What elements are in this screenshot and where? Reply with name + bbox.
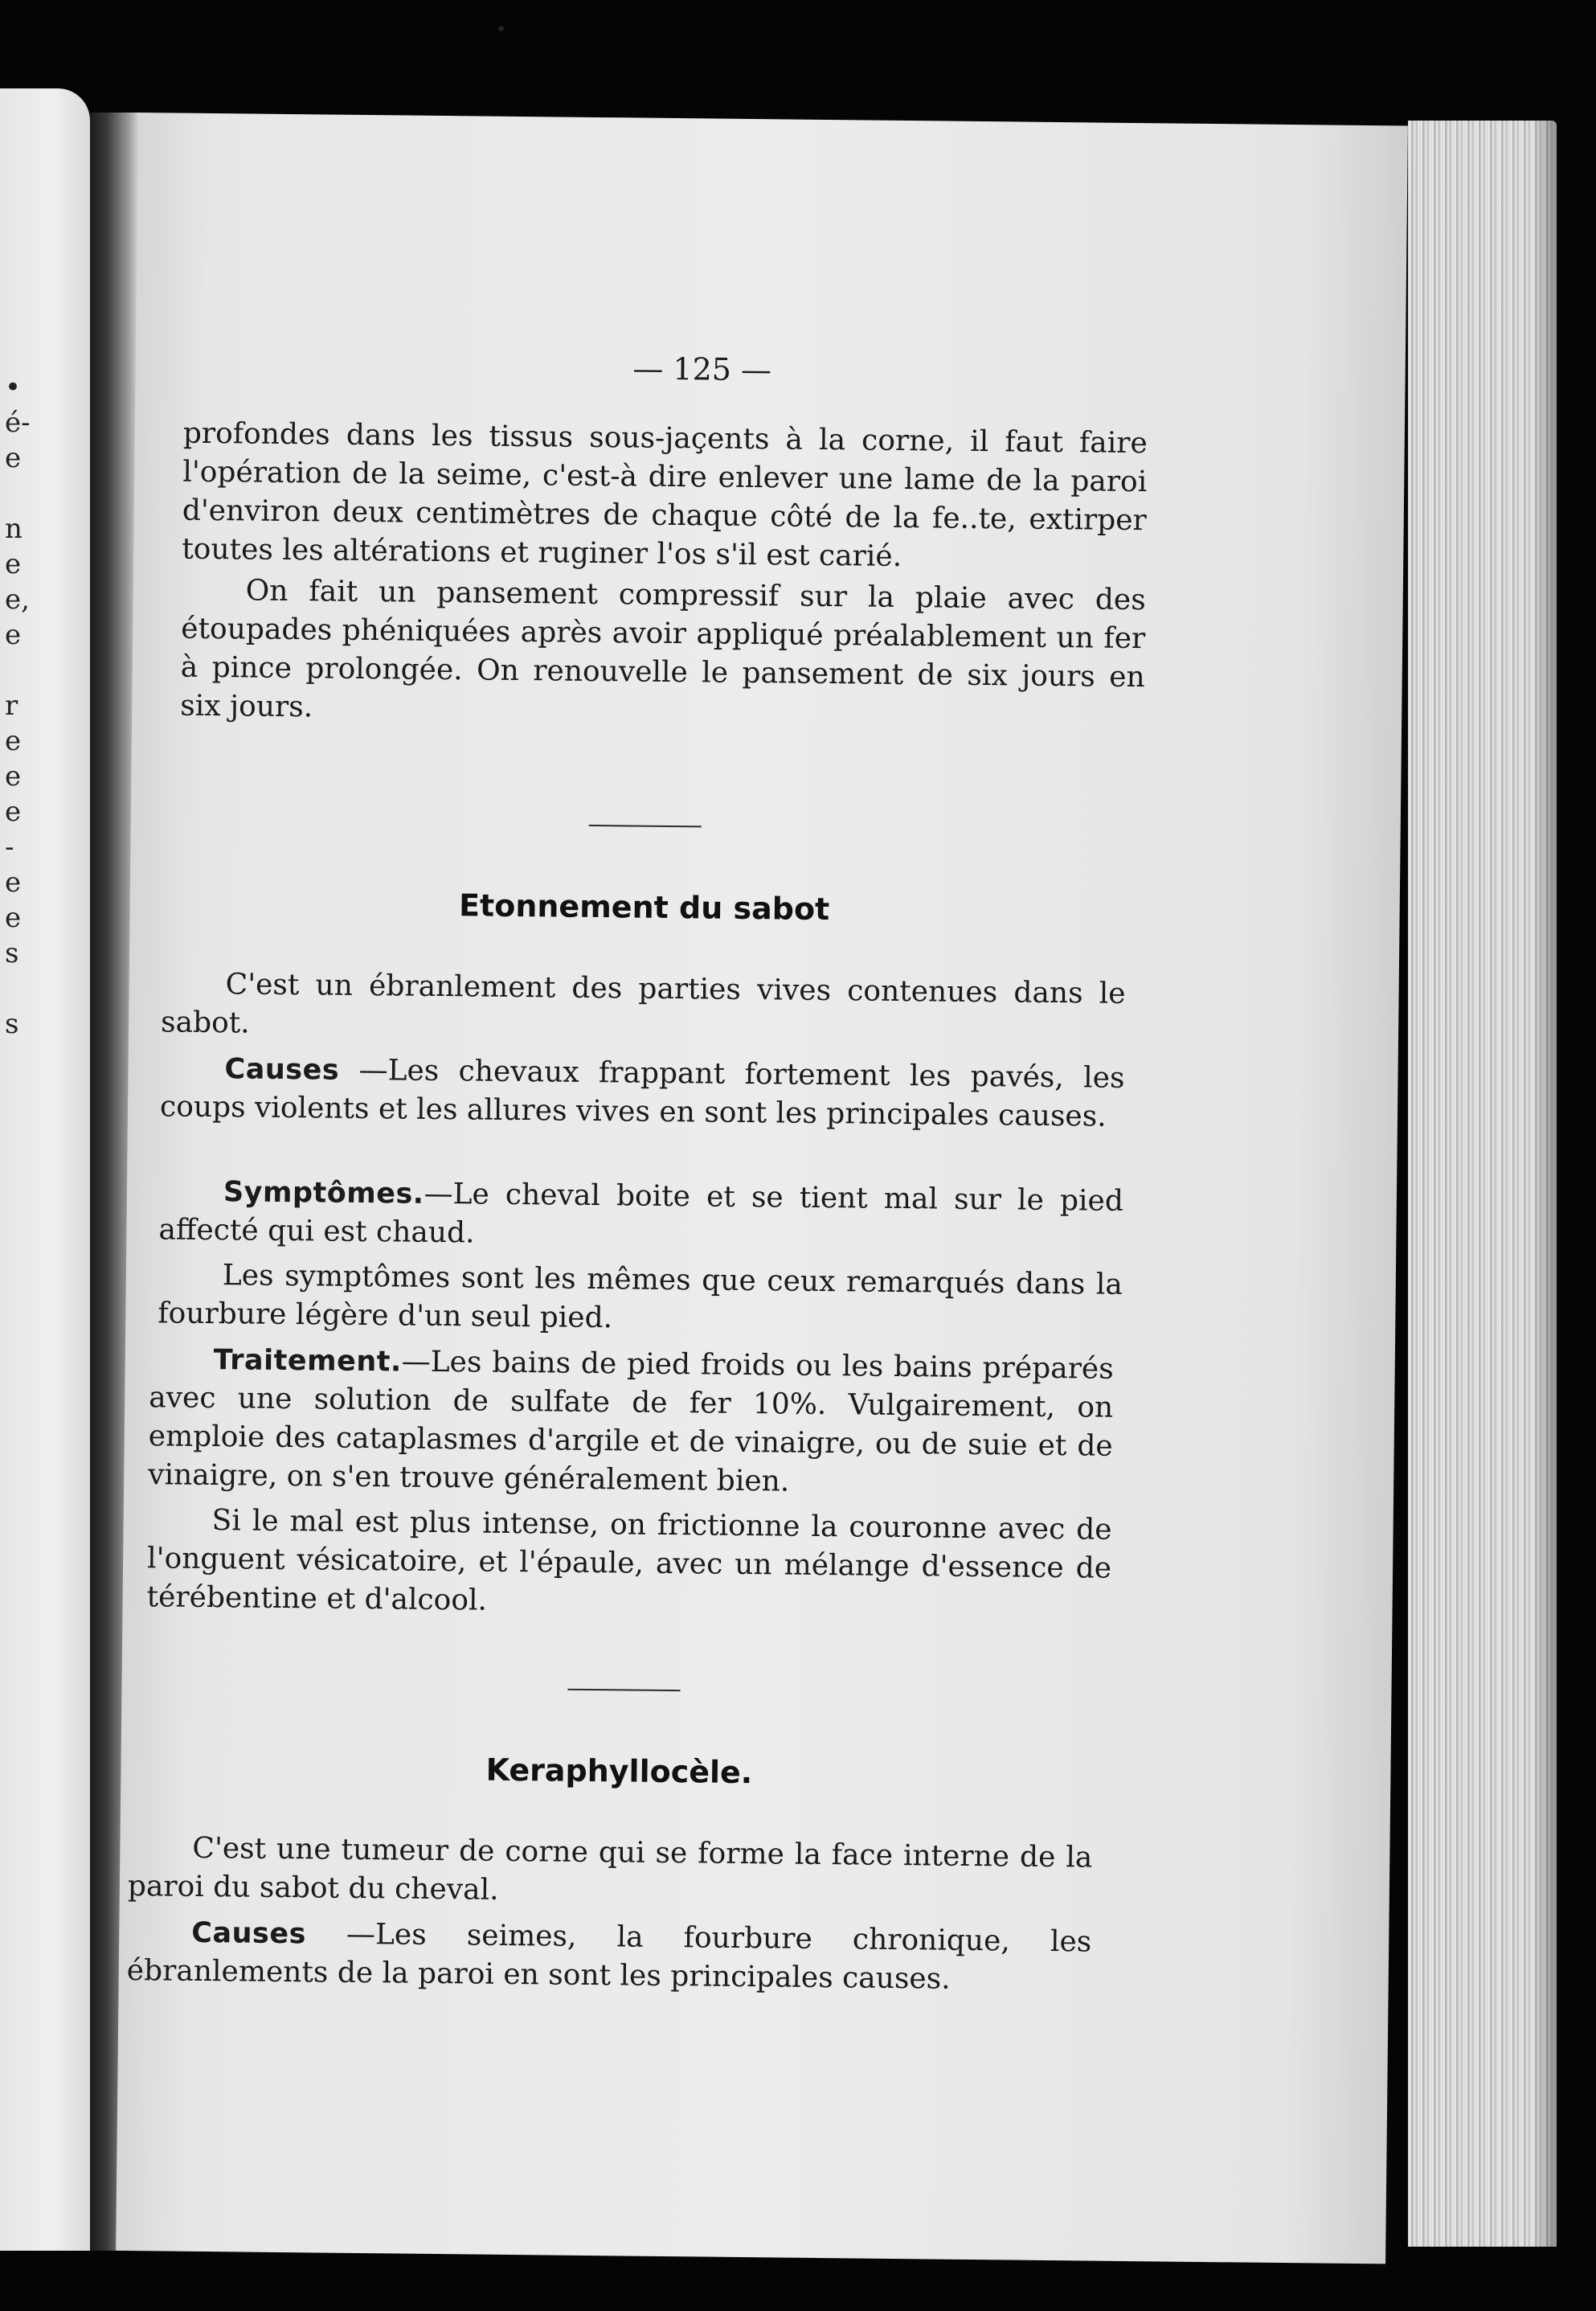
section-title-etonnement: Etonnement du sabot [458,887,830,928]
left-fragment: e [5,442,22,474]
paragraph-lead: Causes [191,1916,307,1951]
left-fragment: s [5,937,19,969]
paragraph-body: C'est un ébranlement des parties vives contenues dans le sabot. [160,968,1126,1040]
left-fragment: é- [5,407,31,439]
left-page-text-fragments [5,370,37,1042]
section-divider [589,825,702,827]
left-fragment: e [5,760,22,793]
scan-speck [498,26,504,31]
left-fragment: e [5,548,22,580]
left-fragment [5,971,37,1006]
paragraph-symptomes-suite [158,1256,1123,1343]
paragraph-body: —Les seimes, la fourbure chronique, les ébranlements de la paroi en sont les principales causes. [126,1917,1092,1996]
paragraph-body: Les symptômes sont les mêmes que ceux remarqués dans la fourbure légère d'un seul pied. [158,1259,1123,1335]
left-fragment: • [5,371,22,404]
left-fragment: s [5,1008,19,1040]
paragraph-body: C'est une tumeur de corne qui se forme la face interne de la paroi du sabot du cheval. [127,1831,1093,1907]
paragraph-definition [128,1829,1093,1916]
paragraph-causes [160,1049,1125,1137]
main-page [116,113,1408,2264]
left-fragment: e [5,902,22,934]
left-fragment: e [5,867,22,899]
left-fragment [5,476,37,511]
left-fragment: - [5,831,14,863]
left-fragment: e [5,619,22,651]
paragraph-body: —Les chevaux frappant fortement les pavés, les coups violents et les allures vives en sont les principales causes. [159,1053,1125,1133]
left-fragment: e [5,725,22,757]
paragraph-pansement: On fait un pansement compressif sur la plaie avec des étoupades phéniquées après avoir appliqué préalablement un fer à pince prolongée. On renouvelle le pansement de six jours en six jours. [180,574,1146,724]
left-fragment: r [5,690,18,722]
paragraph-symptomes [158,1172,1123,1260]
section-title-keraphyllocele: Keraphyllocèle. [485,1752,753,1791]
left-fragment: e, [5,584,30,616]
paragraph-lead: Traitement. [213,1344,402,1379]
paragraph-traitement [148,1340,1114,1505]
paragraph-body: Si le mal est plus intense, on frictionne la couronne avec de l'onguent vésicatoire, et l'épaule, avec un mélange d'essence de térébentine et d'alcool. [146,1504,1112,1617]
section-divider [567,1689,680,1691]
left-fragment [5,653,37,688]
paragraph-body: —Les bains de pied froids ou les bains préparés avec une solution de sulfate de fer 10%. Vulgairement, on emploie des cataplasmes d'argile et de vinaigre, ou de suie et de vinaigre, on s'en trouve généralement bien. [148,1345,1114,1498]
paragraph-continuation: profondes dans les tissus sous-jaçents à la corne, il faut faire l'opération de la seime, c'est-à dire enlever une lame de la paroi d'environ deux centimètres de chaque côté de la fe..te, extirper toutes les altérations et ruginer l'os s'il est carié. [182,416,1148,573]
page-edge-stack [1408,121,1557,2247]
paragraph-traitement-suite [146,1501,1111,1627]
paragraph-definition [161,965,1126,1052]
page-number: — 125 — [632,350,772,388]
left-fragment: n [5,513,23,545]
paragraph-lead: Causes [224,1053,340,1087]
left-fragment: e [5,796,22,828]
paragraph-lead: Symptômes. [223,1176,424,1211]
paragraph-body: —Le cheval boite et se tient mal sur le pied affecté qui est chaud. [158,1177,1124,1250]
paragraph-causes [127,1913,1092,2001]
